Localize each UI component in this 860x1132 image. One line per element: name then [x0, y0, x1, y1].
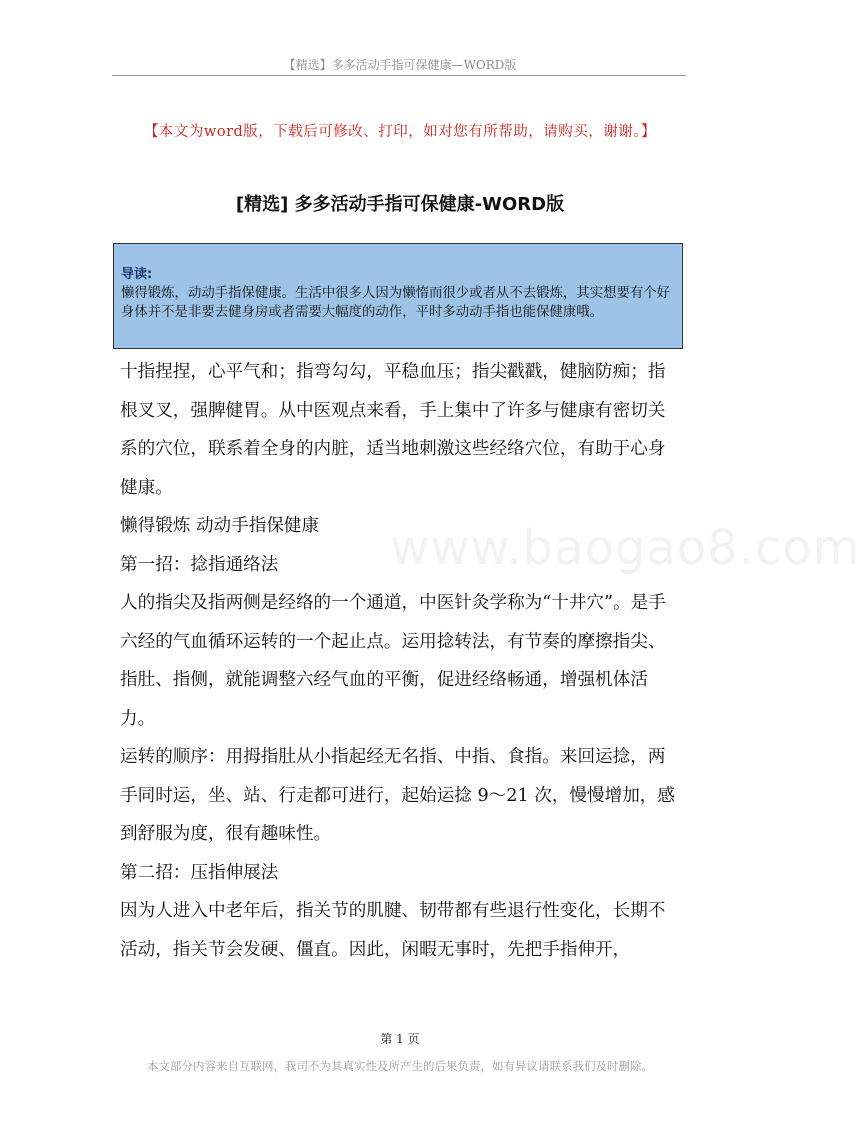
intro-label: 导读: [121, 267, 153, 282]
paragraph: 人的指尖及指两侧是经络的一个通道，中医针灸学称为“十井穴”。是手六经的气血循环运转的一个起止点。运用捻转法，有节奏的摩擦指尖、指肚、指侧，就能调整六经气血的平衡，促进经络畅通，增强机体活力。 [120, 593, 666, 729]
page-number: 第 1 页 [380, 1032, 420, 1046]
download-notice: 【本文为word版，下载后可修改、打印，如对您有所帮助，请购买，谢谢。】 [143, 124, 657, 140]
paragraph: 运转的顺序：用拇指肚从小指起经无名指、中指、食指。来回运捻，两手同时运，坐、站、行走都可进行，起始运捻 9～21 次，慢慢增加，感到舒服为度，很有趣味性。 [120, 747, 675, 844]
document-body [120, 353, 682, 969]
section-heading: 懒得锻炼 动动手指保健康 [120, 516, 320, 536]
paragraph: 因为人进入中老年后，指关节的肌腱、韧带都有些退行性变化，长期不活动，指关节会发硬、僵直。因此，闲暇无事时，先把手指伸开， [120, 901, 666, 960]
section-heading: 第一招：捻指通络法 [120, 554, 279, 575]
document-title: [精选] 多多活动手指可保健康-WORD版 [235, 194, 565, 215]
page-header: 【精选】多多活动手指可保健康—WORD版 [283, 58, 517, 72]
section-heading: 第二招：压指伸展法 [120, 862, 279, 883]
paragraph: 十指捏捏，心平气和；指弯勾勾，平稳血压；指尖戳戳，健脑防痴；指根叉叉，强脾健胃。从中医观点来看，手上集中了许多与健康有密切关系的穴位，联系着全身的内脏，适当地刺激这些经络穴位，有助于心身健康。 [120, 362, 666, 498]
intro-text: 懒得锻炼，动动手指保健康。生活中很多人因为懒惰而很少或者从不去锻炼，其实想要有个好身体并不是非要去健身房或者需要大幅度的动作，平时多动动手指也能保健康哦。 [121, 286, 671, 320]
page-footer: 本文部分内容来自互联网，我司不为其真实性及所产生的后果负责，如有异议请联系我们及时删除。 [147, 1059, 653, 1073]
intro-box [113, 243, 683, 349]
header-rule [112, 75, 686, 76]
watermark: www.baogao8.com [390, 520, 860, 576]
